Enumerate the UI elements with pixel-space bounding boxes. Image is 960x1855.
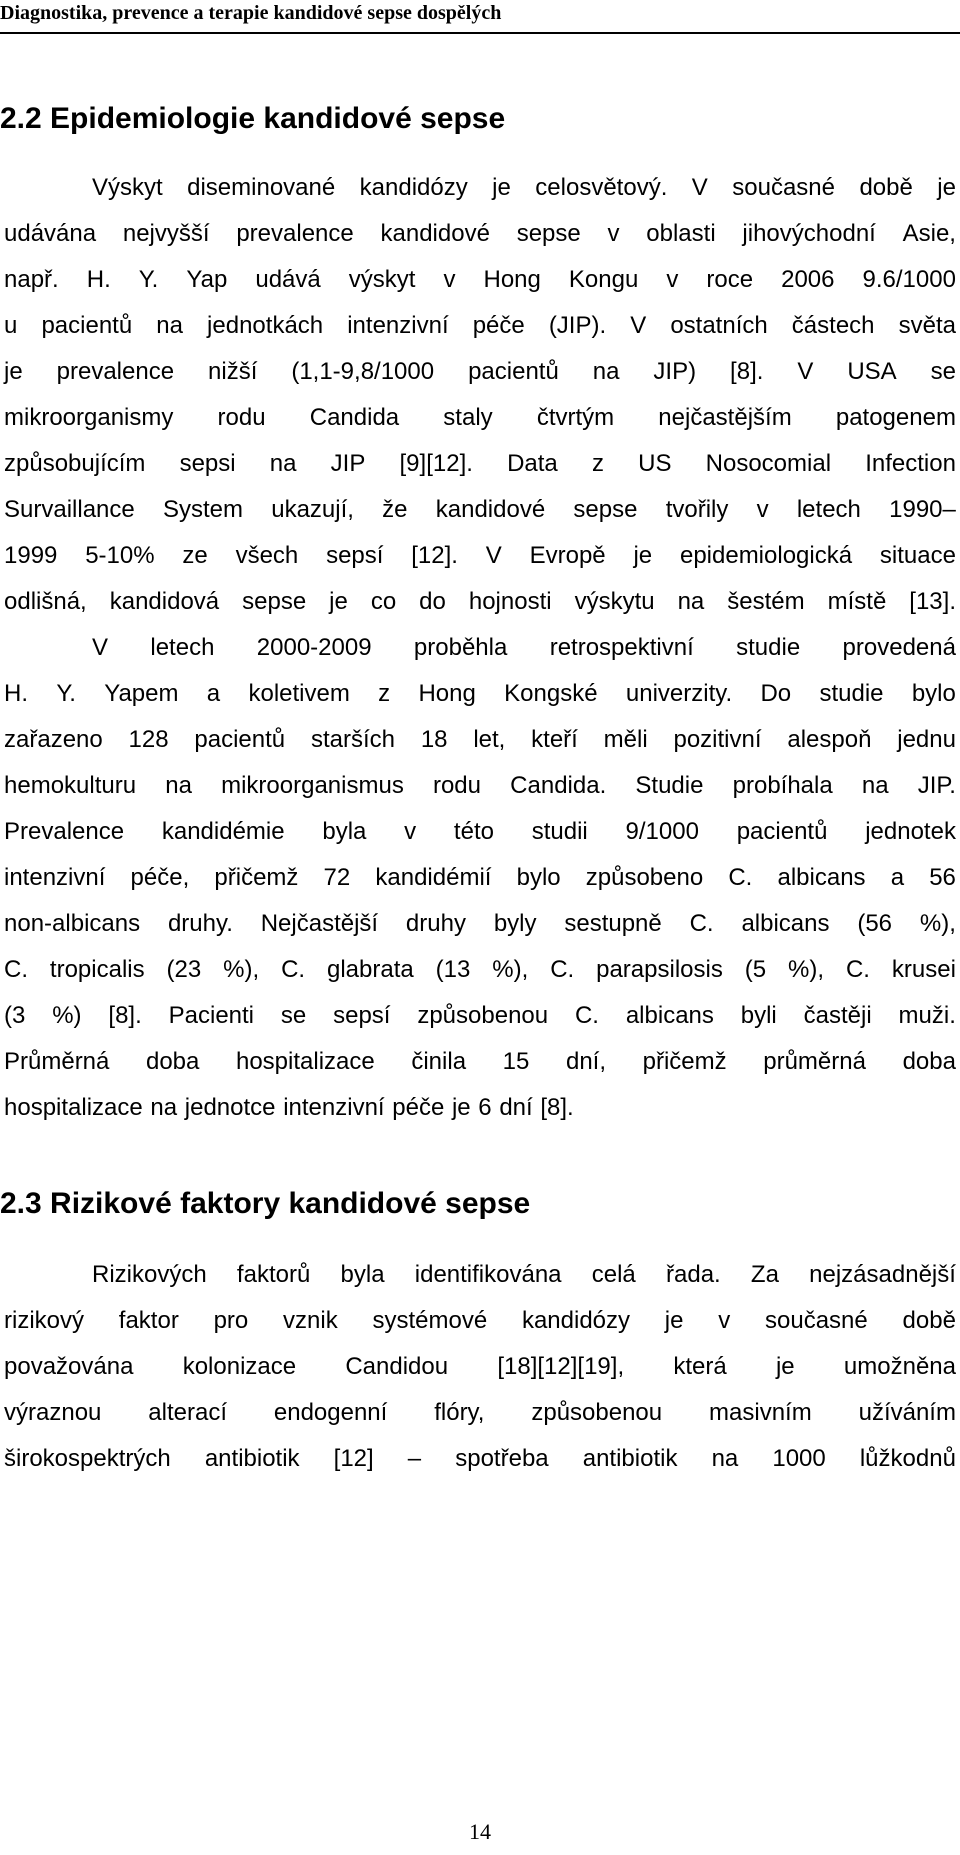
text-line: způsobujícím sepsi na JIP [9][12]. Data z US Nosocomial Infection [4,450,956,477]
text-line: širokospektrých antibiotik [12] – spotřeba antibiotik na 1000 lůžkodnů [4,1445,956,1472]
text-line: non-albicans druhy. Nejčastější druhy byly sestupně C. albicans (56 %), [4,910,956,937]
text-line: např. H. Y. Yap udává výskyt v Hong Kongu v roce 2006 9.6/1000 [4,266,956,293]
text-line: odlišná, kandidová sepse je co do hojnosti výskytu na šestém místě [13]. [4,588,956,615]
text-line: (3 %) [8]. Pacienti se sepsí způsobenou C. albicans byli častěji muži. [4,1002,956,1029]
text-line: hemokulturu na mikroorganismus rodu Candida. Studie probíhala na JIP. [4,772,956,799]
section-heading: 2.2 Epidemiologie kandidové sepse [0,102,506,135]
section-body [4,165,956,1131]
section-heading: 2.3 Rizikové faktory kandidové sepse [0,1187,531,1220]
text-line: Survaillance System ukazují, že kandidové sepse tvořily v letech 1990– [4,496,956,523]
page-number: 14 [469,1819,491,1844]
text-line: považována kolonizace Candidou [18][12][19], která je umožněna [4,1353,956,1380]
text-line: výraznou alterací endogenní flóry, způsobenou masivním užíváním [4,1399,956,1426]
text-line: V letech 2000-2009 proběhla retrospektivní studie provedená [92,634,956,661]
header-rule [0,32,960,34]
text-line: Rizikových faktorů byla identifikována celá řada. Za nejzásadnější [92,1261,956,1288]
text-line: rizikový faktor pro vznik systémové kandidózy je v současné době [4,1307,956,1334]
text-line: zařazeno 128 pacientů starších 18 let, kteří měli pozitivní alespoň jednu [4,726,956,753]
text-line: intenzivní péče, přičemž 72 kandidémií bylo způsobeno C. albicans a 56 [4,864,956,891]
section-body [4,1252,956,1482]
text-line: Výskyt diseminované kandidózy je celosvětový. V současné době je [92,174,956,201]
text-line: hospitalizace na jednotce intenzivní péče je 6 dní [8]. [4,1094,574,1121]
text-line: u pacientů na jednotkách intenzivní péče (JIP). V ostatních částech světa [4,312,956,339]
text-line: Průměrná doba hospitalizace činila 15 dní, přičemž průměrná doba [4,1048,956,1075]
text-line: je prevalence nižší (1,1-9,8/1000 pacientů na JIP) [8]. V USA se [4,358,956,385]
running-header: Diagnostika, prevence a terapie kandidové sepse dospělých [0,2,502,24]
text-line: udávána nejvyšší prevalence kandidové sepse v oblasti jihovýchodní Asie, [4,220,956,247]
text-line: 1999 5-10% ze všech sepsí [12]. V Evropě je epidemiologická situace [4,542,956,569]
text-line: Prevalence kandidémie byla v této studii 9/1000 pacientů jednotek [4,818,956,845]
text-line: H. Y. Yapem a koletivem z Hong Kongské univerzity. Do studie bylo [4,680,956,707]
text-line: mikroorganismy rodu Candida staly čtvrtým nejčastějším patogenem [4,404,956,431]
text-line: C. tropicalis (23 %), C. glabrata (13 %), C. parapsilosis (5 %), C. krusei [4,956,956,983]
